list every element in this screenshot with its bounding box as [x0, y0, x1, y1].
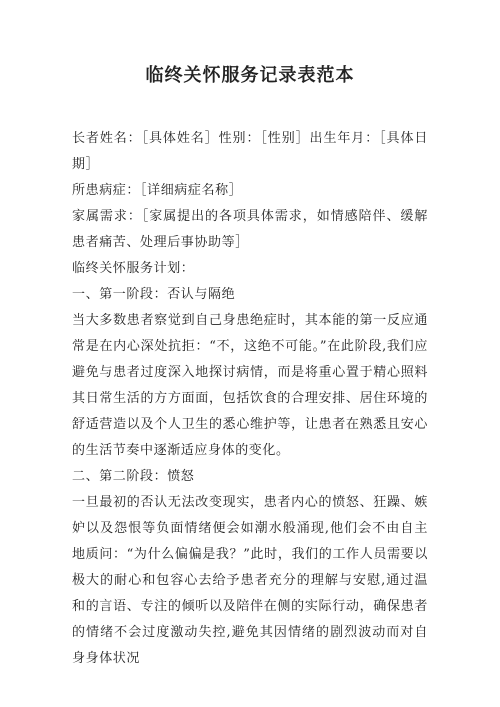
disease-field: 所患病症：［详细病症名称］: [72, 183, 243, 198]
stage-1-heading: 一、第一阶段：否认与隔绝: [72, 287, 236, 302]
service-plan-label: 临终关怀服务计划：: [72, 261, 195, 276]
page-title: 临终关怀服务记录表范本: [145, 65, 355, 86]
family-needs-field: 家属需求：［家属提出的各项具体需求，如情感陪伴、缓解患者痛苦、处理后事协助等］: [72, 209, 428, 250]
stage-2-heading: 二、第二阶段：愤怒: [72, 469, 195, 484]
stage-1-body: 当大多数患者察觉到自己身患绝症时，其本能的第一反应通常是在内心深处抗拒：“不，这绝不可能。”在此阶段,我们应避免与患者过度深入地探讨病情，而是将重心置于精心照料其日常生活的方方面面，包括饮食的合理安排、居住环境的舒适营造以及个人卫生的悉心维护等，让患者在熟悉且安心的生活节奏中逐渐适应身体的变化。: [72, 313, 428, 458]
stage-2-body: 一旦最初的否认无法改变现实，患者内心的愤怒、狂躁、嫉妒以及怨恨等负面情绪便会如潮水般涌现,他们会不由自主地质问：“为什么偏偏是我？”此时，我们的工作人员需要以极大的耐心和包容心去给予患者充分的理解与安慰,通过温和的言语、专注的倾听以及陪伴在侧的实际行动，确保患者的情绪不会过度激动失控,避免其因情绪的剧烈波动而对自身身体状况: [72, 495, 428, 666]
elder-info-line: 长者姓名：［具体姓名］性别：［性别］出生年月：［具体日期］: [72, 131, 428, 172]
